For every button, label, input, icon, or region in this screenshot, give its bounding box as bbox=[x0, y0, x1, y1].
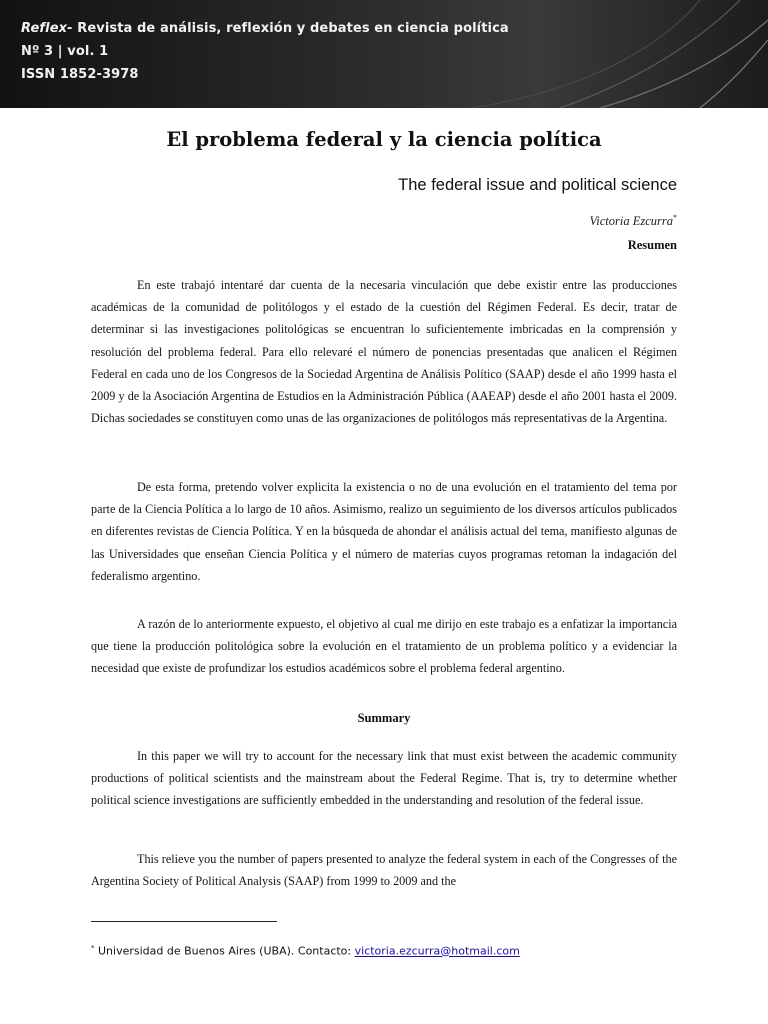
journal-issue: Nº 3 | vol. 1 bbox=[21, 44, 109, 59]
author-email-link[interactable]: victoria.ezcurra@hotmail.com bbox=[354, 944, 520, 958]
resumen-heading: Resumen bbox=[627, 238, 677, 252]
article-author bbox=[590, 213, 677, 229]
journal-header-banner bbox=[0, 0, 768, 108]
journal-title-line bbox=[21, 21, 509, 36]
resumen-paragraph: En este trabajó intentaré dar cuenta de la necesaria vinculación que debe existir entre las producciones académicas de la comunidad de politólogos y el estado de la cuestión del Régimen Federal. Es decir, tratar de determinar si las investigaciones politológicas se encuentran lo suficientemente imbricadas en la comprensión y resolución del problema federal. Para ello relevaré el número de ponencias presentadas que analicen el Régimen Federal en cada uno de los Congresos de la Sociedad Argentina de Análisis Político (SAAP) desde el año 1999 hasta el 2009 y de la Asociación Argentina de Estudios en la Administración Pública (AAEAP) desde el año 2001 hasta el 2009. Dichas sociedades se constituyen como unas de las organizaciones de politólogos más representativas de la Argentina. bbox=[91, 278, 677, 426]
article-title: El problema federal y la ciencia política bbox=[166, 128, 602, 151]
journal-title: Revista de análisis, reflexión y debates en ciencia política bbox=[72, 21, 509, 36]
resumen-paragraph: De esta forma, pretendo volver explicita la existencia o no de una evolución en el tratamiento del tema por parte de la Ciencia Política a lo largo de 10 años. Asimismo, realizo un seguimiento de los diversos artículos publicados en diferentes revistas de Ciencia Política. Y en la búsqueda de ahondar el análisis actual del tema, manifiesto algunas de las Universidades que enseñan Ciencia Política y el número de materias cuyos programas retoman la indagación del federalismo argentino. bbox=[91, 480, 677, 583]
author-name: Victoria Ezcurra bbox=[589, 214, 673, 229]
footnote-divider bbox=[91, 921, 277, 922]
summary-paragraph: In this paper we will try to account for the necessary link that must exist between the academic community productions of political scientists and the mainstream about the Federal Regime. That is, try to determine whether political science investigations are sufficiently embedded in the understanding and resolution of the federal issue. bbox=[91, 749, 677, 808]
summary-paragraph: This relieve you the number of papers presented to analyze the federal system in each of the Congresses of the Argentina Society of Political Analysis (SAAP) from 1999 to 2009 and the bbox=[91, 852, 677, 889]
summary-heading: Summary bbox=[357, 711, 411, 725]
journal-issn: ISSN 1852-3978 bbox=[21, 67, 139, 82]
footnote-mark: * bbox=[91, 944, 95, 952]
footnote bbox=[91, 944, 520, 958]
resumen-paragraph: A razón de lo anteriormente expuesto, el objetivo al cual me dirijo en este trabajo es a enfatizar la importancia que tiene la producción politológica sobre la evolución en el tratamiento de un problema político y a evidenciar la necesidad que existe de profundizar los estudios académicos sobre el problema federal argentino. bbox=[91, 617, 677, 676]
banner-decorative-curves bbox=[0, 0, 768, 108]
article-subtitle: The federal issue and political science bbox=[398, 176, 677, 194]
author-footnote-mark: * bbox=[673, 213, 677, 222]
journal-brand: Reflex- bbox=[21, 21, 73, 36]
footnote-text: Universidad de Buenos Aires (UBA). Contacto: bbox=[94, 944, 355, 958]
